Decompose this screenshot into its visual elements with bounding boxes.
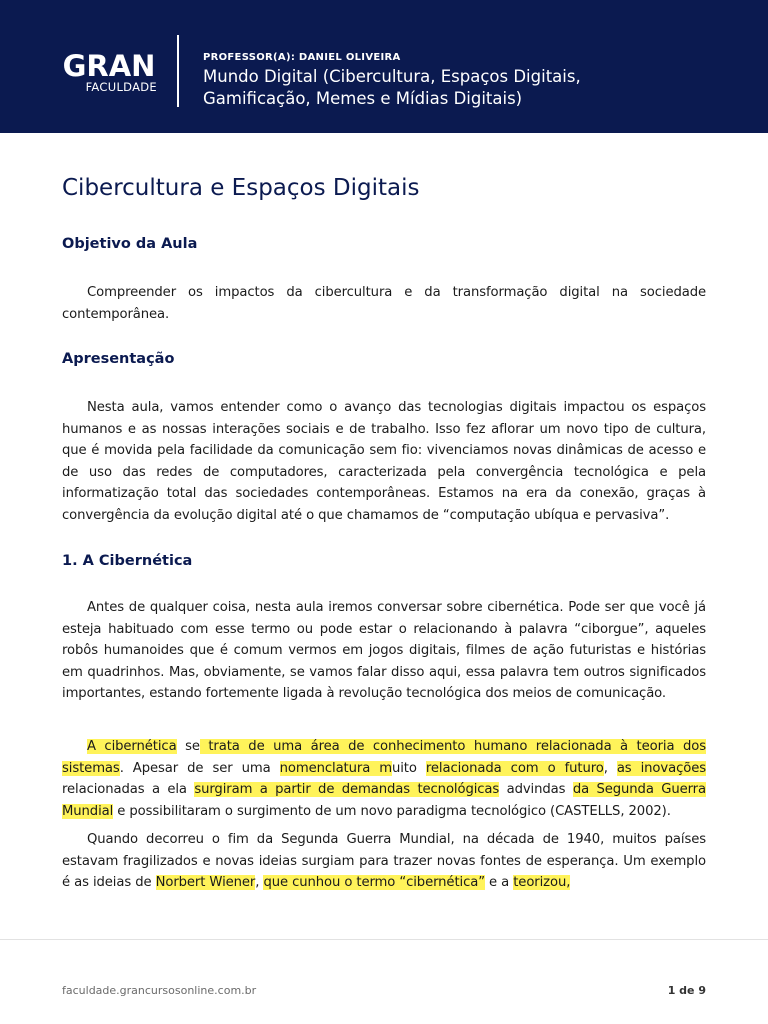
highlight: que cunhou o termo “cibernética” — [263, 875, 485, 890]
highlight: surgiram a partir de demandas tecnológicas — [194, 782, 500, 797]
professor-label: PROFESSOR(A): DANIEL OLIVEIRA — [203, 52, 401, 63]
text-run: e possibilitaram o surgimento de um novo paradigma tecnológico (CASTELLS, 2002). — [113, 803, 671, 819]
paragraph-apresentacao — [62, 397, 706, 526]
heading-objetivo: Objetivo da Aula — [62, 236, 198, 252]
logo-sub-text: FACULDADE — [85, 80, 157, 94]
text-run: , — [603, 760, 617, 776]
highlight: nomenclatura m — [279, 760, 392, 776]
heading-apresentacao: Apresentação — [62, 351, 175, 367]
text-run: uito — [391, 760, 426, 776]
paragraph-cibernetica-1 — [62, 597, 706, 705]
paragraph-apresentacao-text: Nesta aula, vamos entender como o avanço das tecnologias digitais impactou os espaços humanos e as nossas interações sociais e de trabalho. Isso fez aflorar um novo tipo de cultura, que é movida pela facilidade da comunicação sem fio: vivenciamos novas dinâmicas de acesso e de uso das redes de computadores, caracterizada pela convergência tecnológica e pela informatização total das sociedades contemporâneas. Estamos na era da conexão, graças à convergência da evolução digital até o que chamamos de “computação ubíqua e pervasiva”. — [62, 400, 706, 523]
highlight: as inovações — [616, 760, 706, 776]
highlight: da Segunda Guerra Mundial — [62, 782, 706, 819]
text-run: advindas — [499, 782, 573, 797]
page-title: Cibercultura e Espaços Digitais — [62, 175, 420, 201]
paragraph-objetivo — [62, 282, 706, 325]
highlight: trata de uma área de conhecimento humano relacionada à teoria dos sistemas — [62, 739, 706, 776]
paragraph-objetivo-text: Compreender os impactos da cibercultura e da transformação digital na sociedade contemporânea. — [62, 285, 706, 322]
text-run: relacionadas a ela — [62, 782, 195, 797]
highlight: relacionada com o futuro — [425, 760, 604, 776]
course-title-line-2: Gamificação, Memes e Mídias Digitais) — [203, 89, 523, 108]
footer-url: faculdade.grancursosonline.com.br — [62, 984, 257, 997]
logo-main-text: GRAN — [62, 49, 156, 83]
footer-divider — [0, 939, 768, 940]
heading-cibernetica: 1. A Cibernética — [62, 553, 193, 569]
text-run: se — [176, 739, 200, 754]
highlight: A cibernética — [87, 739, 177, 754]
paragraph-cibernetica-2 — [62, 736, 706, 822]
text-run: , — [255, 875, 264, 890]
gran-faculdade-logo — [60, 49, 158, 94]
page-number: 1 de 9 — [667, 984, 706, 997]
text-run: Quando decorreu o fim da Segunda Guerra Mundial, na década de 1940, muitos países estavam fragilizados e novas ideias surgiam para trazer novas fontes de esperança. Um exemplo é as ideias de — [62, 832, 706, 890]
header-divider — [177, 35, 179, 107]
paragraph-cibernetica-1-text: Antes de qualquer coisa, nesta aula iremos conversar sobre cibernética. Pode ser que você já esteja habituado com esse termo ou pode estar o relacionando à palavra “ciborgue”, aqueles robôs humanoides que é comum vermos em jogos digitais, filmes de ação futuristas e histórias em quadrinhos. Mas, obviamente, se vamos falar disso aqui, essa palavra tem outros significados importantes, estando fortemente ligada à revolução tecnológica dos meios de comunicação. — [62, 600, 706, 701]
paragraph-cibernetica-3 — [62, 829, 706, 894]
highlight: Norbert Wiener — [155, 875, 256, 890]
page-header — [0, 0, 768, 133]
course-title-line-1: Mundo Digital (Cibercultura, Espaços Digitais, — [203, 67, 581, 86]
text-run: e a — [484, 875, 514, 890]
course-title — [203, 66, 743, 110]
text-run: . Apesar de ser uma — [119, 760, 280, 776]
highlight: teorizou, — [513, 875, 571, 890]
